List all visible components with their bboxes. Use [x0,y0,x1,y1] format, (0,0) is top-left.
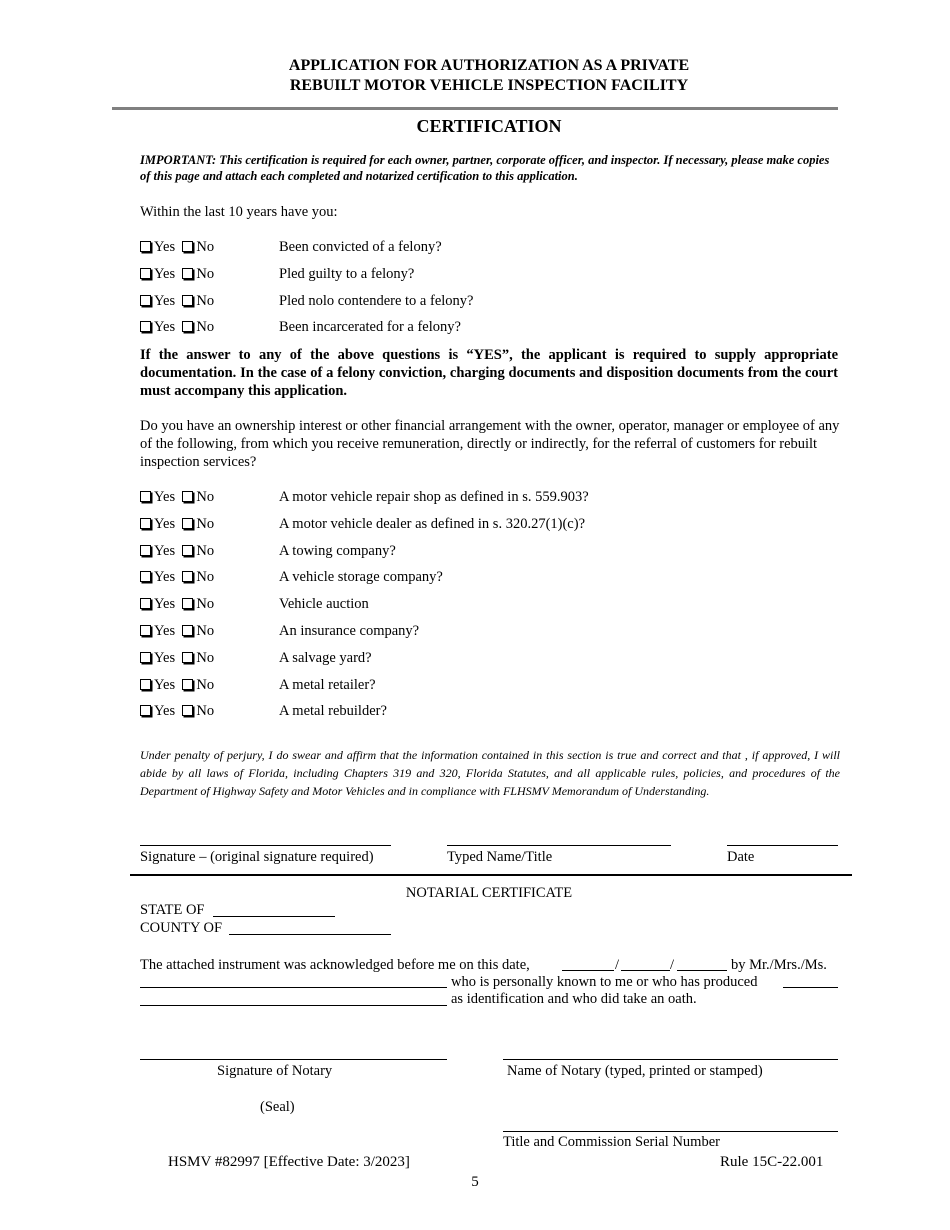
name-of-notary-label: Name of Notary (typed, printed or stamped) [507,1063,763,1079]
perjury-statement: Under penalty of perjury, I do swear and affirm that the information contained in this section is true and correct and that , if approved, I will abide by all laws of Florida, including Chapters 319 and 320, Florida Statutes, and all applicable rules, policies, and procedures of the Department of Highway Safety and Motor Vehicles and in compliance with FLHSMV Memorandum of Understanding. [140,748,840,798]
yes-checkbox[interactable] [140,491,151,502]
yes-no-options [140,595,214,613]
yes-checkbox[interactable] [140,295,151,306]
no-checkbox[interactable] [182,491,193,502]
yes-checkbox[interactable] [140,321,151,332]
no-label: No [196,676,215,693]
no-checkbox[interactable] [182,268,193,279]
date-slash-2: / [670,957,675,973]
ownership-item-text: A salvage yard? [279,649,372,666]
ownership-item-text: A motor vehicle repair shop as defined in s. 559.903? [279,489,589,505]
no-checkbox[interactable] [182,705,193,716]
important-notice: IMPORTANT: This certification is required for each owner, partner, corporate officer, and inspector. If necessary, please make copies of this page and attach each completed and notarized certification to this application. [140,153,830,183]
yes-label: Yes [154,515,176,532]
yes-no-options [140,515,214,533]
no-label: No [196,265,215,282]
date-year-field[interactable] [677,970,727,971]
yes-label: Yes [154,265,176,282]
felony-question-text: Been incarcerated for a felony? [279,319,461,336]
ownership-item-text: A motor vehicle dealer as defined in s. 320.27(1)(c)? [279,515,586,532]
yes-no-options [140,488,214,506]
no-label: No [196,292,215,309]
ownership-item-row [140,595,840,613]
felony-question-row [140,292,840,310]
yes-label: Yes [154,239,176,255]
identification-produced-field[interactable] [783,987,838,988]
acknowledgment-text: The attached instrument was acknowledged before me on this date, [140,957,530,973]
date-day-field[interactable] [621,970,670,971]
yes-label: Yes [154,649,176,666]
by-title-text: by Mr./Mrs./Ms. [731,957,827,973]
ownership-item-row [140,515,840,533]
yes-label: Yes [154,489,176,505]
notarial-certificate-heading: NOTARIAL CERTIFICATE [405,885,573,901]
yes-label: Yes [154,676,176,693]
ownership-item-text: An insurance company? [279,623,420,639]
ownership-question: Do you have an ownership interest or other financial arrangement with the owner, operator, manager or employee of any of the following, from which you receive remuneration, directly or indirectly, for the referral of customers for rebuilt inspection services? [140,418,840,470]
yes-label: Yes [154,703,176,720]
ownership-item-row [140,702,840,720]
yes-label: Yes [154,542,176,559]
no-checkbox[interactable] [182,545,193,556]
notary-signature-line[interactable] [140,1059,447,1060]
yes-no-options [140,292,214,310]
yes-label: Yes [154,569,176,586]
no-checkbox[interactable] [182,241,193,252]
seal-label: (Seal) [260,1099,295,1115]
yes-no-options [140,649,214,667]
no-checkbox[interactable] [182,571,193,582]
yes-checkbox[interactable] [140,545,151,556]
ownership-item-row [140,649,840,667]
personally-known-text: who is personally known to me or who has produced [451,974,758,990]
yes-checkbox[interactable] [140,518,151,529]
signature-of-notary-label: Signature of Notary [217,1063,333,1079]
yes-label: Yes [154,623,176,639]
ownership-item-row [140,568,840,586]
no-label: No [196,623,215,639]
certification-heading: CERTIFICATION [416,116,562,136]
yes-checkbox[interactable] [140,625,151,636]
form-title-line1: APPLICATION FOR AUTHORIZATION AS A PRIVATE [288,57,690,74]
ownership-item-text: A metal retailer? [279,676,376,693]
no-label: No [196,319,215,336]
yes-checkbox[interactable] [140,268,151,279]
yes-checkbox[interactable] [140,652,151,663]
yes-no-options [140,702,214,720]
identification-oath-text: as identification and who did take an oath. [451,991,697,1007]
header-divider [112,107,838,110]
signer-name-field[interactable] [140,987,447,988]
ownership-item-text: A metal rebuilder? [279,703,387,720]
ownership-item-row [140,622,840,640]
yes-no-options [140,238,214,256]
county-field[interactable] [229,934,391,935]
felony-question-text: Been convicted of a felony? [279,239,442,255]
felony-question-text: Pled nolo contendere to a felony? [279,292,474,309]
county-of-label: COUNTY OF [140,920,223,936]
felony-question-text: Pled guilty to a felony? [279,265,415,282]
no-label: No [196,489,215,505]
date-slash-1: / [615,957,620,973]
ownership-item-row [140,488,840,506]
no-checkbox[interactable] [182,321,193,332]
ownership-item-row [140,542,840,560]
notary-name-line[interactable] [503,1059,838,1060]
yes-checkbox[interactable] [140,571,151,582]
no-label: No [196,703,215,720]
yes-answer-notice: If the answer to any of the above questions is “YES”, the applicant is required to supply appropriate documentation. In the case of a felony conviction, charging documents and disposition documents from the court must accompany this application. [140,347,838,399]
no-label: No [196,542,215,559]
yes-label: Yes [154,596,176,613]
felony-intro: Within the last 10 years have you: [140,204,338,220]
no-label: No [196,596,215,613]
signature-label: Signature – (original signature required) [140,849,374,865]
no-checkbox[interactable] [182,625,193,636]
yes-no-options [140,318,214,336]
page-number: 5 [471,1174,479,1190]
yes-checkbox[interactable] [140,241,151,252]
yes-no-options [140,542,214,560]
form-identifier: HSMV #82997 [Effective Date: 3/2023] [168,1154,410,1170]
commission-number-line[interactable] [503,1131,838,1132]
no-label: No [196,569,215,586]
yes-no-options [140,265,214,283]
no-label: No [196,649,215,666]
ownership-item-text: Vehicle auction [279,596,369,613]
rule-reference: Rule 15C-22.001 [720,1154,824,1170]
felony-question-row [140,318,840,336]
state-field[interactable] [213,916,335,917]
yes-checkbox[interactable] [140,598,151,609]
typed-name-line[interactable] [447,845,671,846]
yes-label: Yes [154,292,176,309]
date-month-field[interactable] [562,970,614,971]
date-line[interactable] [727,845,838,846]
state-of-label: STATE OF [140,902,205,918]
yes-label: Yes [154,319,176,336]
ownership-item-row [140,676,840,694]
no-checkbox[interactable] [182,679,193,690]
commission-number-label: Title and Commission Serial Number [503,1134,720,1150]
yes-no-options [140,676,214,694]
applicant-signature-line[interactable] [140,845,391,846]
yes-no-options [140,622,214,640]
form-title-line2: REBUILT MOTOR VEHICLE INSPECTION FACILITY [289,77,689,94]
typed-name-label: Typed Name/Title [447,849,553,865]
ownership-item-text: A vehicle storage company? [279,569,443,586]
no-checkbox[interactable] [182,295,193,306]
yes-no-options [140,568,214,586]
no-checkbox[interactable] [182,518,193,529]
no-label: No [196,515,215,532]
felony-question-row [140,238,840,256]
identification-type-field[interactable] [140,1005,447,1006]
notary-divider [130,874,852,876]
yes-checkbox[interactable] [140,705,151,716]
no-checkbox[interactable] [182,652,193,663]
felony-question-row [140,265,840,283]
date-label: Date [727,849,755,865]
yes-checkbox[interactable] [140,679,151,690]
no-checkbox[interactable] [182,598,193,609]
no-label: No [196,239,215,255]
ownership-item-text: A towing company? [279,542,396,559]
